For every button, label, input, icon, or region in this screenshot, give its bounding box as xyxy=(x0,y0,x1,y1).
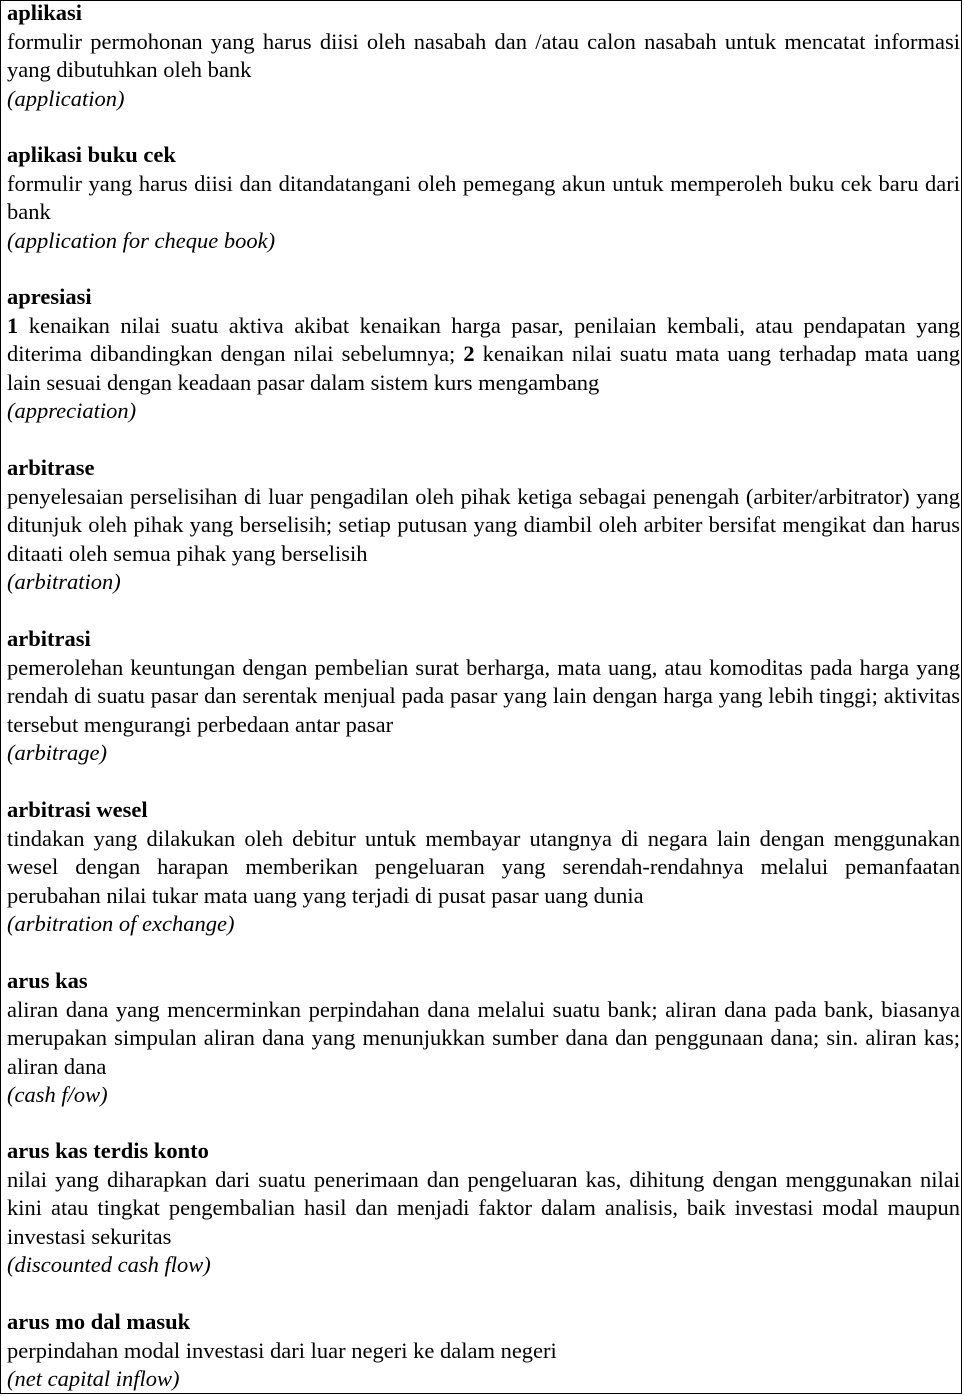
entry-english-equivalent: (application) xyxy=(7,85,125,111)
entry-english-equivalent: (net capital inflow) xyxy=(7,1366,180,1391)
entry-english-equivalent: (cash f/ow) xyxy=(7,1082,108,1107)
entry-term: arus kas terdis konto xyxy=(7,1138,209,1163)
entry-english-equivalent: (appreciation) xyxy=(7,398,137,423)
entry-term: arus mo dal masuk xyxy=(7,1309,191,1334)
entry-term: arbitrase xyxy=(7,455,95,480)
sense-text: kenaikan nilai suatu mata uang terhadap mata uang lain sesuai dengan keadaan pasar dalam sistem kurs mengambang xyxy=(7,341,960,395)
sense-number: 1 xyxy=(7,312,19,338)
entry-definition: formulir yang harus diisi dan ditandatangani oleh pemegang akun untuk memperoleh buku cek baru dari bank xyxy=(7,170,960,224)
glossary-entry-arus-modal-masuk xyxy=(7,1308,960,1394)
entry-english-equivalent: (arbitration of exchange) xyxy=(7,911,235,936)
glossary-entry-arus-kas-terdiskonto xyxy=(7,1137,960,1280)
entry-definition: perpindahan modal investasi dari luar negeri ke dalam negeri xyxy=(7,1337,557,1363)
entry-english-equivalent: (arbitration) xyxy=(7,569,121,594)
entry-definition: nilai yang diharapkan dari suatu penerimaan dan pengeluaran kas, dihitung dengan menggunakan nilai kini atau tingkat pengembalian hasil dan menjadi faktor dalam analisis, baik investasi modal maupun investasi sekuritas xyxy=(7,1166,960,1249)
entry-term: apresiasi xyxy=(7,284,92,309)
glossary-entry-apresiasi xyxy=(7,283,960,426)
sense-text: kenaikan nilai suatu aktiva akibat kenaikan harga pasar, penilaian kembali, atau pendapatan yang diterima dibandingkan dengan nilai sebelumnya; xyxy=(7,312,960,366)
entry-term: arus kas xyxy=(7,968,88,993)
entry-term: arbitrasi xyxy=(7,626,91,651)
entry-english-equivalent: (arbitrage) xyxy=(7,740,107,765)
entry-english-equivalent: (application for cheque book) xyxy=(7,227,276,253)
glossary-entry-aplikasi-buku-cek xyxy=(7,141,960,255)
entry-definition: formulir permohonan yang harus diisi oleh nasabah dan /atau calon nasabah untuk mencatat informasi yang dibutuhkan oleh bank xyxy=(7,28,960,82)
glossary-entry-arbitrasi-wesel xyxy=(7,796,960,939)
entry-definition: aliran dana yang mencerminkan perpindahan dana melalui suatu bank; aliran dana pada bank, biasanya merupakan simpulan aliran dana yang menunjukkan sumber dana dan penggunaan dana; sin. aliran kas; aliran dana xyxy=(7,996,960,1079)
entry-definition: pemerolehan keuntungan dengan pembelian surat berharga, mata uang, atau komoditas pada harga yang rendah di suatu pasar dan serentak menjual pada pasar yang lain dengan harga yang lebih tinggi; aktivitas tersebut mengurangi perbedaan antar pasar xyxy=(7,654,960,737)
entry-definition xyxy=(7,312,960,398)
entry-definition: tindakan yang dilakukan oleh debitur untuk membayar utangnya di negara lain dengan menggunakan wesel dengan harapan memberikan pengeluaran yang serendah-rendahnya melalui pemanfaatan perubahan nilai tukar mata uang yang terjadi di pusat pasar uang dunia xyxy=(7,825,960,908)
glossary-entry-arus-kas xyxy=(7,967,960,1110)
glossary-entry-aplikasi xyxy=(7,0,960,113)
glossary-entry-arbitrase xyxy=(7,454,960,597)
entry-english-equivalent: (discounted cash flow) xyxy=(7,1252,211,1277)
entry-term: arbitrasi wesel xyxy=(7,797,148,822)
glossary-entry-arbitrasi xyxy=(7,625,960,768)
entry-definition: penyelesaian perselisihan di luar pengadilan oleh pihak ketiga sebagai penengah (arbiter/arbitrator) yang ditunjuk oleh pihak yang berselisih; setiap putusan yang diambil oleh arbiter bersifat mengikat dan harus ditaati oleh semua pihak yang berselisih xyxy=(7,483,960,566)
sense-number: 2 xyxy=(463,341,475,366)
entry-term: aplikasi xyxy=(7,0,83,25)
entry-term: aplikasi buku cek xyxy=(7,142,176,167)
